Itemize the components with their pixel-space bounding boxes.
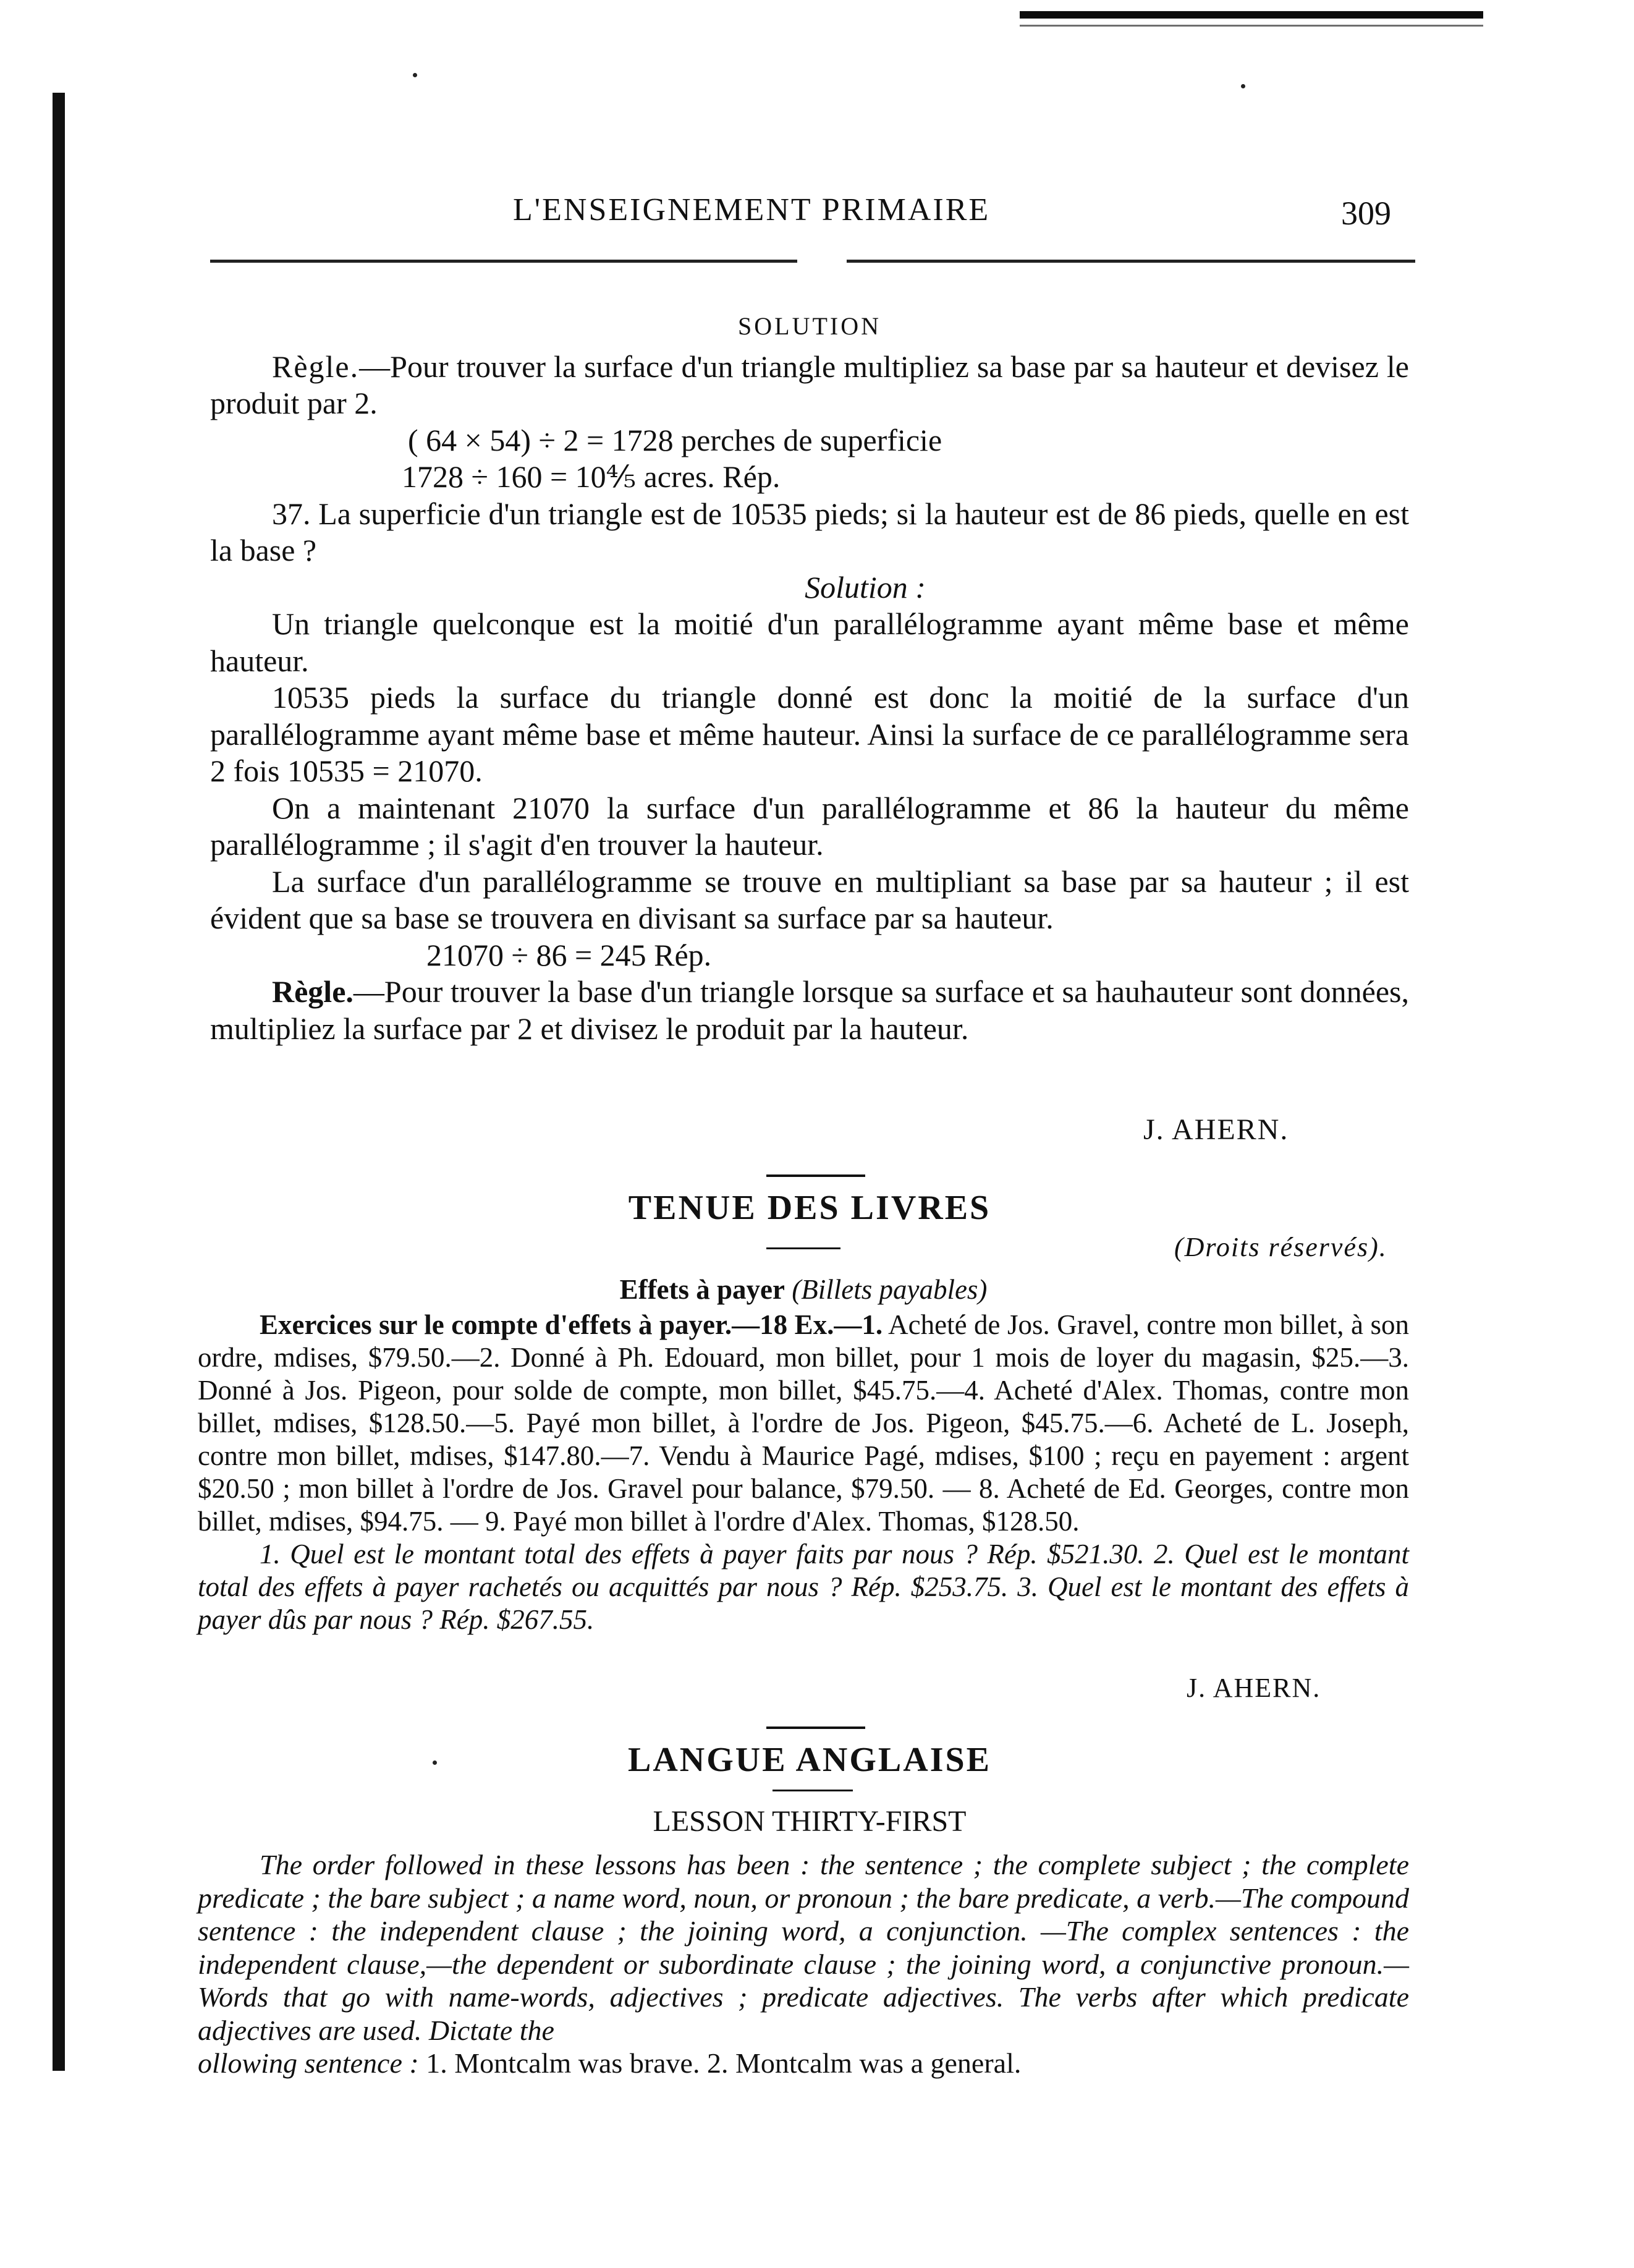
scan-speck (1241, 84, 1245, 88)
problem-37: 37. La superficie d'un triangle est de 10535 pieds; si la hauteur est de 86 pieds, quelle en est la base ? (210, 496, 1409, 567)
running-header-title: L'ENSEIGNEMENT PRIMAIRE (513, 192, 991, 227)
solution-paragraph: 10535 pieds la surface du triangle donné est donc la moitié de la surface d'un parallélogramme ayant même base et même hauteur. Ainsi la surface de ce parallélogramme sera 2 fois 10535 = 21070. (210, 680, 1409, 788)
questions-paragraph: 1. Quel est le montant total des effets à payer faits par nous ? Rép. $521.30. 2. Quel est le montant total des effets à payer rachetés ou acquittés par nous ? Rép. $253.75. 3. Quel est le montant des effets à payer dûs par nous ? Rép. $267.55. (198, 1539, 1409, 1635)
section-title: LANGUE ANGLAISE (627, 1741, 992, 1779)
bookkeeping-exercises (198, 1309, 1409, 1636)
scan-top-rule (1020, 11, 1483, 19)
exercise-text: Acheté de Jos. Gravel, contre mon billet, à son ordre, mdises, $79.50.—2. Donné à Ph. Edouard, mon billet, pour 1 mois de loyer du magasin, $25.—3. Donné à Jos. Pigeon, pour solde de compte, mon billet, $45.75.—4. Acheté d'Alex. Thomas, contre mon billet, mdises, $128.50.—5. Payé mon billet, à l'ordre de Jos. Pigeon, $45.75.—6. Acheté de L. Joseph, contre mon billet, mdises, $147.80.—7. Vendu à Maurice Pagé, mdises, $100 ; reçu en payement : argent $20.50 ; mon billet à l'ordre de Jos. Gravel pour balance, $79.50. — 8. Acheté de Ed. Georges, contre mon billet, mdises, $94.75. — 9. Payé mon billet à l'ordre d'Alex. Thomas, $128.50. (198, 1309, 1409, 1537)
rule-text: —Pour trouver la base d'un triangle lorsque sa surface et sa hauhauteur sont données, multipliez la surface par 2 et divisez le produit par la hauteur. (210, 974, 1409, 1046)
solution-heading: SOLUTION (738, 312, 881, 340)
rule-label: Règle. (272, 349, 360, 384)
arithmetic-section (210, 308, 1409, 1047)
subtitle-bold: Effets à payer (619, 1274, 785, 1305)
solution-label: Solution : (805, 569, 926, 605)
calculation-line: 21070 ÷ 86 = 245 Rép. (426, 937, 712, 972)
subtitle-italic: (Billets payables) (792, 1274, 988, 1305)
lesson-sentences: 1. Montcalm was brave. 2. Montcalm was a general. (426, 2047, 1022, 2079)
author-signature: J. AHERN. (1143, 1113, 1289, 1146)
scan-left-edge (53, 93, 65, 2071)
header-rule-right (847, 260, 1415, 263)
rule-paragraph (210, 349, 1409, 422)
calculation-line: ( 64 × 54) ÷ 2 = 1728 perches de superficie (408, 422, 942, 457)
bookkeeping-subtitle (198, 1273, 1409, 1306)
lesson-intro: The order followed in these lessons has been : the sentence ; the complete subject ; the complete predicate ; the bare subject ; a name word, noun, or pronoun ; the bare predicate, a verb.—The compound sentence : the independent clause ; the joining word, a conjunction. —The complex sentences : the independent clause,—the dependent or subordinate clause ; the joining word, a conjunctive pronoun.— Words that go with name-words, adjectives ; predicate adjectives. The verbs after which predicate adjectives are used. Dictate the (198, 1849, 1409, 2046)
lesson-last-italic: ollowing sentence : (198, 2047, 419, 2079)
scan-speck (413, 73, 417, 77)
rule-text: —Pour trouver la surface d'un triangle multipliez sa base par sa hauteur et devisez le produit par 2. (210, 349, 1409, 420)
exercise-paragraph (198, 1309, 1409, 1538)
solution-paragraph: On a maintenant 21070 la surface d'un parallélogramme et 86 la hauteur du même parallélogramme ; il s'agit d'en trouver la hauteur. (210, 790, 1409, 862)
lesson-last-line (198, 2047, 1409, 2080)
section-separator (766, 1247, 840, 1249)
rights-note: (Droits réservés). (1174, 1232, 1387, 1262)
rule-label: Règle. (272, 974, 353, 1009)
section-title: TENUE DES LIVRES (628, 1189, 991, 1227)
lesson-title: LESSON THIRTY-FIRST (653, 1805, 967, 1838)
calculation-line: 1728 ÷ 160 = 10⅘ acres. Rép. (402, 459, 781, 494)
english-lesson (198, 1848, 1409, 2080)
solution-paragraph: La surface d'un parallélogramme se trouve en multipliant sa base par sa hauteur ; il est évident que sa base se trouvera en divisant sa surface par sa hauteur. (210, 864, 1409, 935)
section-separator (773, 1790, 853, 1791)
rule-paragraph (210, 974, 1409, 1047)
section-separator (766, 1726, 865, 1729)
header-rule-left (210, 260, 797, 263)
exercise-heading: Exercices sur le compte d'effets à payer.—18 Ex.—1. (260, 1309, 883, 1340)
solution-paragraph: Un triangle quelconque est la moitié d'un parallélogramme ayant même base et même hauteur. (210, 606, 1409, 678)
page-number: 309 (1341, 195, 1391, 232)
scan-top-rule-thin (1020, 25, 1483, 27)
section-separator (766, 1174, 865, 1177)
author-signature: J. AHERN. (1187, 1673, 1321, 1703)
